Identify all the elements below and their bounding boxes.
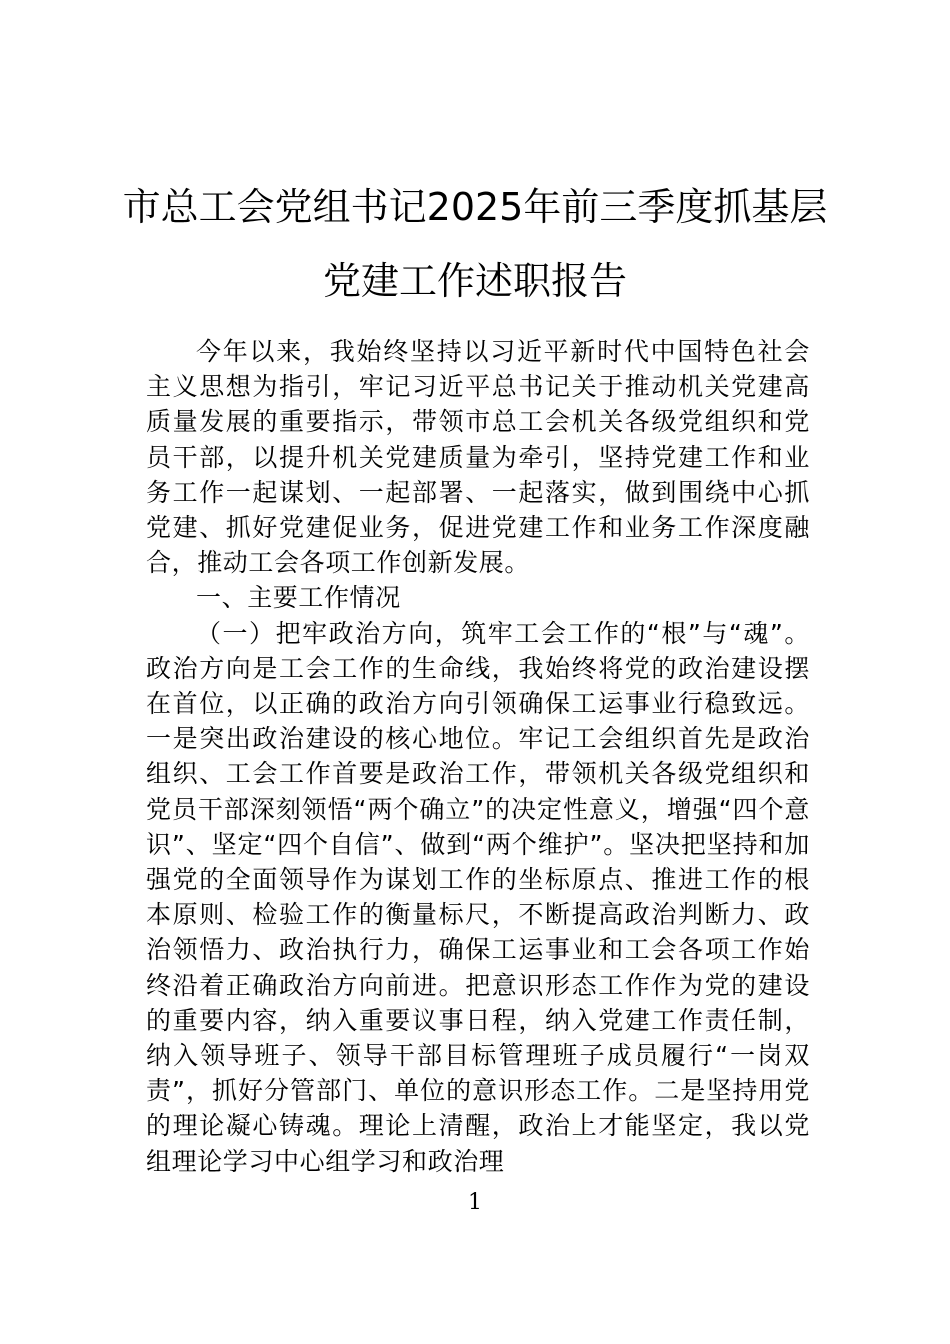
intro-paragraph: 今年以来，我始终坚持以习近平新时代中国特色社会主义思想为指引，牢记习近平总书记关于推动机关党建高质量发展的重要指示，带领市总工会机关各级党组织和党员干部，以提升机关党建质量为牵引，坚持党建工作和业务工作一起谋划、一起部署、一起落实，做到围绕中心抓党建、抓好党建促业务，促进党建工作和业务工作深度融合，推动工会各项工作创新发展。 [146,337,810,578]
title-line-1: 市总工会党组书记2025年前三季度抓基层 [122,185,828,229]
document-body [146,334,810,1179]
page-number: 1 [468,1190,482,1215]
section-heading: 一、主要工作情况 [196,583,401,613]
section-paragraph: （一）把牢政治方向，筑牢工会工作的“根”与“魂”。政治方向是工会工作的生命线，我始终将党的政治建设摆在首位，以正确的政治方向引领确保工运事业行稳致远。一是突出政治建设的核心地位。牢记工会组织首先是政治组织、工会工作首要是政治工作，带领机关各级党组织和党员干部深刻领悟“两个确立”的决定性意义，增强“四个意识”、坚定“四个自信”、做到“两个维护”。坚决把坚持和加强党的全面领导作为谋划工作的坐标原点、推进工作的根本原则、检验工作的衡量标尺，不断提高政治判断力、政治领悟力、政治执行力，确保工运事业和工会各项工作始终沿着正确政治方向前进。把意识形态工作作为党的建设的重要内容，纳入重要议事日程，纳入党建工作责任制，纳入领导班子、领导干部目标管理班子成员履行“一岗双责”，抓好分管部门、单位的意识形态工作。二是坚持用党的理论凝心铸魂。理论上清醒，政治上才能坚定，我以党组理论学习中心组学习和政治理 [146,618,810,1176]
document-title [100,170,850,318]
title-line-2: 党建工作述职报告 [322,259,627,303]
